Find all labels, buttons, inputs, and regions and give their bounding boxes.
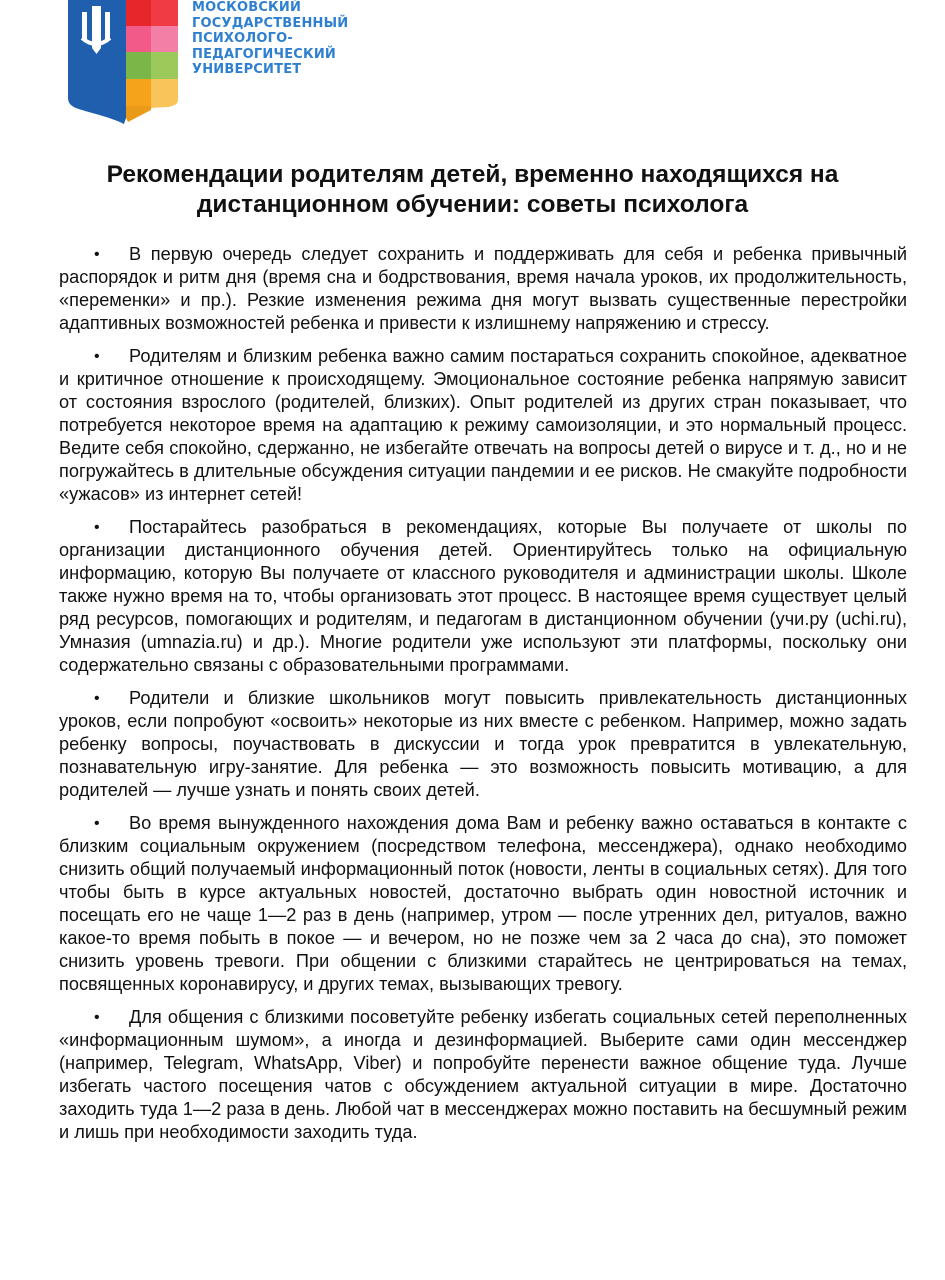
bullet-icon: • [94,1009,100,1026]
university-logo [68,0,368,125]
recommendations-list [59,243,907,1154]
recommendation-text: Постарайтесь разобраться в рекомендациях, которые Вы получаете от школы по организации дистанционного обучения детей. Ориентируйтесь только на официальную информацию, которую Вы получаете от классного руководителя и администрации школы. Школе также нужно время на то, чтобы организовать этот процесс. В настоящее время существует целый ряд ресурсов, помогающих и родителям, и педагогам в дистанционном обучении (учи.ру (uchi.ru), Умназия (umnazia.ru) и др.). Многие родители уже используют эти платформы, поскольку они содержательно связаны с образовательными программами. [59,517,907,675]
university-name [192,0,348,78]
university-name-line: МОСКОВСКИЙ [192,0,302,15]
recommendation-item [59,812,907,996]
recommendation-text: В первую очередь следует сохранить и поддерживать для себя и ребенка привычный распорядок и ритм дня (время сна и бодрствования, время начала уроков, их продолжительность, «переменки» и пр.). Резкие изменения режима дня могут вызвать существенные перестройки адаптивных возможностей ребенка и привести к излишнему напряжению и стрессу. [59,244,907,333]
recommendation-text: Родители и близкие школьников могут повысить привлекательность дистанционных уроков, если попробуют «освоить» некоторые из них вместе с ребенком. Например, можно задать ребенку вопросы, поучаствовать в дискуссии и тогда урок превратится в увлекательную, познавательную игру-занятие. Для ребенка — это возможность повысить мотивацию, а для родителей — лучше узнать и понять своих детей. [59,688,907,800]
bullet-icon: • [94,690,100,707]
recommendation-text: Для общения с близкими посоветуйте ребенку избегать социальных сетей переполненных «информационным шумом», а иногда и дезинформацией. Выберите сами один мессенджер (например, Telegram, WhatsApp, Viber) и попробуйте перенести важное общение туда. Лучше избегать частого посещения чатов с обсуждением актуальной ситуации в мире. Достаточно заходить туда 1—2 раза в день. Любой чат в мессенджерах можно поставить на бесшумный режим и лишь при необходимости заходить туда. [59,1007,907,1142]
page-title-line: дистанционном обучении: советы психолога [196,191,749,218]
university-emblem-icon [68,0,180,124]
recommendation-item [59,687,907,802]
recommendation-text: Во время вынужденного нахождения дома Вам и ребенку важно оставаться в контакте с близким социальным окружением (посредством телефона, мессенджера), однако необходимо снизить общий получаемый информационный поток (новости, ленты в социальных сетях). Для того чтобы быть в курсе актуальных новостей, достаточно выбрать один новостной источник и посещать его не чаще 1—2 раз в день (например, утром — после утренних дел, ритуалов, важно какое-то время побыть в покое — и вечером, но не позже чем за 2 часа до сна), это поможет снизить уровень тревоги. При общении с близкими старайтесь не центрироваться на темах, посвященных коронавирусу, и других темах, вызывающих тревогу. [59,813,907,994]
bullet-icon: • [94,348,100,365]
recommendation-item [59,345,907,506]
university-name-line: ПЕДАГОГИЧЕСКИЙ [192,46,337,62]
university-name-line: ПСИХОЛОГО- [192,31,293,46]
bullet-icon: • [94,815,100,832]
bullet-icon: • [94,519,100,536]
bullet-icon: • [94,246,100,263]
page-title [40,160,905,220]
page-title-line: Рекомендации родителям детей, временно находящихся на [106,161,839,188]
university-name-line: УНИВЕРСИТЕТ [192,62,302,77]
recommendation-item [59,516,907,677]
recommendation-item [59,1006,907,1144]
university-name-line: ГОСУДАРСТВЕННЫЙ [192,15,349,31]
recommendation-item [59,243,907,335]
recommendation-text: Родителям и близким ребенка важно самим постараться сохранить спокойное, адекватное и критичное отношение к происходящему. Эмоциональное состояние ребенка напрямую зависит от состояния взрослого (родителей, близких). Опыт родителей из других стран показывает, что потребуется некоторое время на адаптацию к режиму самоизоляции, и это нормальный процесс. Ведите себя спокойно, сдержанно, не избегайте отвечать на вопросы детей о вирусе и т. д., но и не погружайтесь в длительные обсуждения ситуации пандемии и ее рисков. Не смакуйте подробности «ужасов» из интернет сетей! [59,346,907,504]
